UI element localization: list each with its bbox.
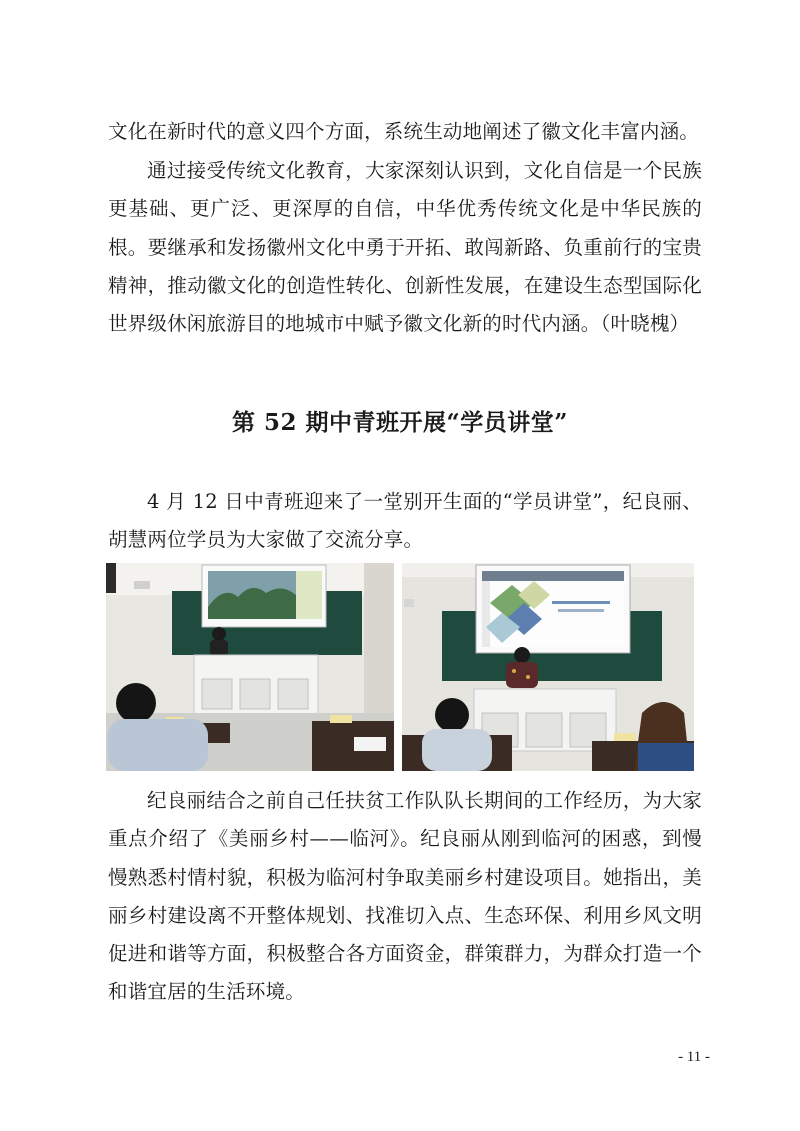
paragraph-3: 4 月 12 日中青班迎来了一堂别开生面的“学员讲堂”，纪良丽、胡慧两位学员为大家做了交流分享。 <box>108 490 702 552</box>
page-number: - 11 - <box>678 1049 710 1065</box>
classroom-photo-left <box>106 563 394 771</box>
paragraph-1: 文化在新时代的意义四个方面，系统生动地阐述了徽文化丰富内涵。 <box>108 120 700 143</box>
classroom-photo-right <box>402 563 694 771</box>
paragraph-2: 通过接受传统文化教育，大家深刻认识到，文化自信是一个民族更基础、更广泛、更深厚的自信，中华优秀传统文化是中华民族的根。要继承和发扬徽州文化中勇于开拓、敢闯新路、负重前行的宝贵精神，推动徽文化的创造性转化、创新性发展，在建设生态型国际化世界级休闲旅游目的地城市中赋予徽文化新的时代内涵。（叶晓槐） <box>108 159 702 336</box>
paragraph-4: 纪良丽结合之前自己任扶贫工作队队长期间的工作经历，为大家重点介绍了《美丽乡村——临河》。纪良丽从刚到临河的困惑，到慢慢熟悉村情村貌，积极为临河村争取美丽乡村建设项目。她指出，美丽乡村建设离不开整体规划、找准切入点、生态环保、利用乡风文明促进和谐等方面，积极整合各方面资金，群策群力，为群众打造一个和谐宜居的生活环境。 <box>108 789 702 1004</box>
section-heading: 第 52 期中青班开展“学员讲堂” <box>232 409 568 436</box>
